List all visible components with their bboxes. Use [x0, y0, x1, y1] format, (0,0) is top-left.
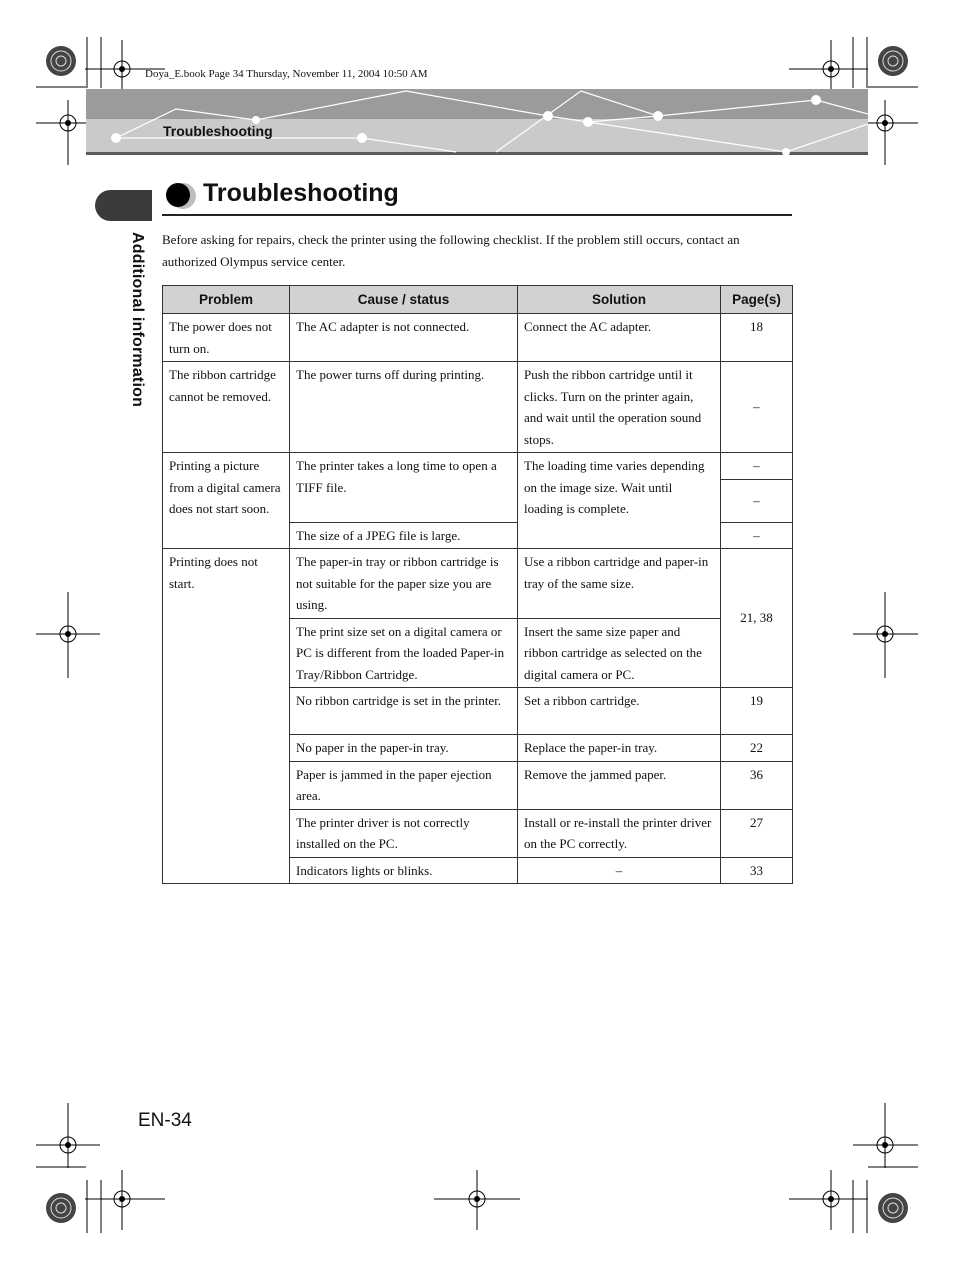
problem-cell: Printing does not start.: [163, 549, 290, 884]
problem-cell: The power does not turn on.: [163, 314, 290, 362]
pages-cell: 21, 38: [721, 549, 793, 688]
solution-cell: Set a ribbon cartridge.: [518, 688, 721, 735]
solution-cell: Insert the same size paper and ribbon cartridge as selected on the digital camera or PC.: [518, 618, 721, 688]
cause-cell: The power turns off during printing.: [290, 362, 518, 453]
cause-cell: The printer driver is not correctly installed on the PC.: [290, 809, 518, 857]
cause-cell: Indicators lights or blinks.: [290, 857, 518, 884]
solution-cell: Replace the paper-in tray.: [518, 735, 721, 762]
troubleshooting-table: [162, 285, 793, 884]
pages-cell: 27: [721, 809, 793, 857]
cause-cell: Paper is jammed in the paper ejection area.: [290, 761, 518, 809]
pages-cell: –: [721, 362, 793, 453]
print-info-line: Doya_E.book Page 34 Thursday, November 11, 2004 10:50 AM: [145, 68, 428, 80]
column-header-problem: Problem: [163, 286, 290, 314]
pages-cell: 36: [721, 761, 793, 809]
intro-paragraph: Before asking for repairs, check the printer using the following checklist. If the problem still occurs, contact an authorized Olympus service center.: [162, 232, 740, 269]
title-divider: [162, 214, 792, 216]
table-row: [163, 549, 793, 619]
column-header-pages: Page(s): [721, 286, 793, 314]
pages-cell: –: [721, 453, 793, 480]
table-row: [163, 453, 793, 480]
cause-cell: The paper-in tray or ribbon cartridge is not suitable for the paper size you are using.: [290, 549, 518, 619]
pages-cell: 19: [721, 688, 793, 735]
title-bullet-icon: [165, 181, 199, 211]
pages-cell: –: [721, 479, 793, 522]
cause-cell: The print size set on a digital camera or PC is different from the loaded Paper-in Tray/Ribbon Cartridge.: [290, 618, 518, 688]
problem-cell: Printing a picture from a digital camera does not start soon.: [163, 453, 290, 549]
pages-cell: 33: [721, 857, 793, 884]
solution-cell: Push the ribbon cartridge until it clicks. Turn on the printer again, and wait until the operation sound stops.: [518, 362, 721, 453]
side-tab: [95, 190, 152, 221]
side-tab-label: Additional information: [129, 232, 146, 408]
cause-cell: The printer takes a long time to open a TIFF file.: [290, 453, 518, 523]
page-number: EN-34: [138, 1110, 192, 1131]
problem-cell: The ribbon cartridge cannot be removed.: [163, 362, 290, 453]
pages-cell: –: [721, 522, 793, 549]
solution-cell: The loading time varies depending on the image size. Wait until loading is complete.: [518, 453, 721, 549]
table-header-row: [163, 286, 793, 314]
header-banner: [86, 89, 868, 155]
solution-cell: –: [518, 857, 721, 884]
solution-cell: Connect the AC adapter.: [518, 314, 721, 362]
table-row: [163, 314, 793, 362]
solution-cell: Remove the jammed paper.: [518, 761, 721, 809]
table-row: [163, 362, 793, 453]
pages-cell: 18: [721, 314, 793, 362]
header-section-label: Troubleshooting: [163, 123, 273, 139]
solution-cell: Install or re-install the printer driver on the PC correctly.: [518, 809, 721, 857]
cause-cell: No paper in the paper-in tray.: [290, 735, 518, 762]
cause-cell: The size of a JPEG file is large.: [290, 522, 518, 549]
column-header-solution: Solution: [518, 286, 721, 314]
page-title: Troubleshooting: [203, 179, 399, 207]
pages-cell: 22: [721, 735, 793, 762]
column-header-cause: Cause / status: [290, 286, 518, 314]
solution-cell: Use a ribbon cartridge and paper-in tray of the same size.: [518, 549, 721, 619]
cause-cell: No ribbon cartridge is set in the printer.: [290, 688, 518, 735]
cause-cell: The AC adapter is not connected.: [290, 314, 518, 362]
